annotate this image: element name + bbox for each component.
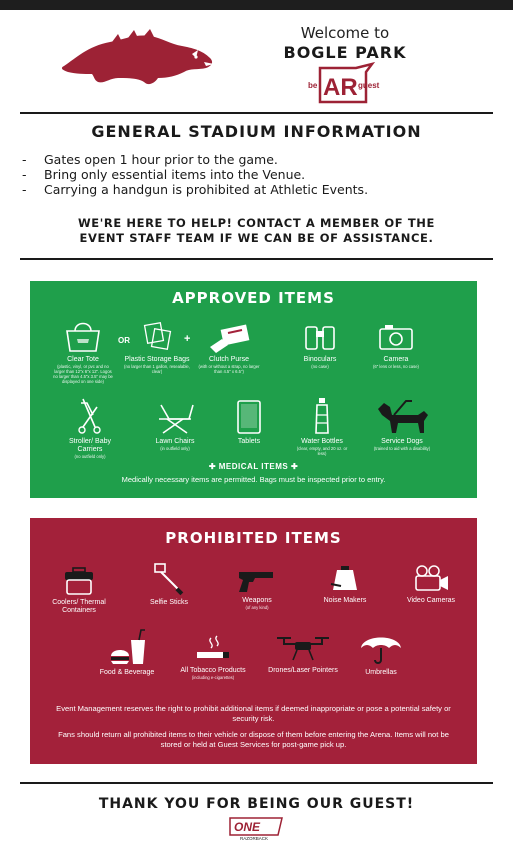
medical-plus-icon: ✚ bbox=[208, 462, 217, 471]
prohibited-item-food-beverage: Food & Beverage bbox=[94, 628, 160, 677]
help-message: WE'RE HERE TO HELP! CONTACT A MEMBER OF THE EVENT STAFF TEAM IF WE CAN BE OF ASSISTANCE. bbox=[78, 216, 435, 245]
divider-bottom bbox=[20, 782, 493, 784]
list-item: - Carrying a handgun is prohibited at Athletic Events. bbox=[22, 182, 369, 197]
prohibited-item-noise-makers: Noise Makers bbox=[310, 564, 380, 605]
cooler-icon bbox=[61, 566, 97, 596]
medical-items-title: ✚ MEDICAL ITEMS ✚ bbox=[208, 462, 299, 471]
water-bottle-icon bbox=[313, 397, 331, 435]
approved-item-camera: Camera (6" lens or less, no case) bbox=[364, 321, 428, 369]
prohibited-item-umbrellas: Umbrellas bbox=[346, 628, 416, 677]
approved-item-stroller: Stroller/ Baby Carriers (no outfield only) bbox=[60, 397, 120, 459]
umbrella-icon bbox=[359, 628, 403, 666]
general-info-list bbox=[22, 152, 482, 197]
guest-text: guest bbox=[358, 81, 380, 90]
service-dog-icon bbox=[372, 397, 432, 435]
cowbell-icon bbox=[327, 564, 363, 594]
top-bar bbox=[0, 0, 513, 10]
clear-tote-icon bbox=[64, 321, 102, 353]
drone-icon bbox=[275, 632, 331, 664]
food-beverage-icon bbox=[105, 628, 149, 666]
medical-items-text: Medically necessary items are permitted. Bags must be inspected prior to entry. bbox=[121, 475, 386, 484]
divider-top bbox=[20, 112, 493, 114]
tablet-icon bbox=[236, 399, 262, 435]
welcome-line2: BOGLE PARK bbox=[283, 43, 407, 62]
prohibited-item-cooler: Coolers/ Thermal Containers bbox=[44, 566, 114, 615]
lawn-chair-icon bbox=[155, 401, 195, 435]
welcome-line1: Welcome to bbox=[300, 24, 390, 42]
clutch-purse-icon bbox=[206, 321, 252, 353]
one-text: ONE bbox=[234, 820, 261, 834]
list-item: - Bring only essential items into the Venue. bbox=[22, 167, 306, 182]
prohibited-note-1: Event Management reserves the right to prohibit additional items if deemed inappropriate or pose a potential safety or security risk. bbox=[56, 704, 451, 723]
stroller-icon bbox=[75, 397, 105, 435]
prohibited-item-video-camera: Video Cameras bbox=[396, 564, 466, 605]
approved-item-clear-tote: Clear Tote (plastic, vinyl, or pvc and no larger than 12"x 6"x 12". Logos no larger than 4.5"x 3.5" may be displayed on one side) bbox=[52, 321, 114, 384]
prohibited-items-panel bbox=[30, 518, 477, 764]
binoculars-icon bbox=[302, 321, 338, 353]
general-info-title: GENERAL STADIUM INFORMATION bbox=[91, 122, 422, 141]
plus-icon: + bbox=[184, 333, 191, 345]
thank-you-message: THANK YOU FOR BEING OUR GUEST! bbox=[98, 796, 415, 812]
gun-icon bbox=[237, 568, 277, 594]
selfie-stick-icon bbox=[149, 562, 189, 596]
approved-items-panel bbox=[30, 281, 477, 498]
storage-bags-icon bbox=[140, 321, 174, 353]
approved-item-service-dog: Service Dogs (trained to aid with a disability) bbox=[364, 397, 440, 451]
prohibited-item-drones: Drones/Laser Pointers bbox=[260, 632, 346, 675]
or-label: OR bbox=[118, 336, 130, 345]
prohibited-item-weapons: Weapons (of any kind) bbox=[222, 568, 292, 610]
approved-item-storage-bags: Plastic Storage Bags (no larger than 1 gallon, resealable, clear) bbox=[122, 321, 192, 374]
be-text: be bbox=[308, 81, 318, 90]
approved-item-lawn-chair: Lawn Chairs (in outfield only) bbox=[142, 401, 208, 451]
prohibited-item-tobacco: All Tobacco Products (including e-cigarettes) bbox=[178, 634, 248, 680]
razorback-text: RAZORBACK bbox=[240, 836, 269, 841]
camera-icon bbox=[377, 321, 415, 353]
list-item: - Gates open 1 hour prior to the game. bbox=[22, 152, 278, 167]
razorback-hog-logo bbox=[58, 28, 218, 88]
welcome-block bbox=[280, 24, 410, 62]
ar-text: AR bbox=[323, 74, 358, 101]
prohibited-title: PROHIBITED ITEMS bbox=[165, 529, 342, 547]
approved-title: APPROVED ITEMS bbox=[172, 289, 335, 307]
one-razorback-logo bbox=[226, 815, 286, 841]
prohibited-note-2: Fans should return all prohibited items to their vehicle or dispose of them before entering the Arena. Items will not be stored or held at Guest Services for post-game pick up. bbox=[58, 730, 449, 749]
approved-item-water-bottle: Water Bottles (clear, empty, and 20 oz. or less) bbox=[292, 397, 352, 456]
be-ar-guest-logo bbox=[306, 62, 386, 104]
prohibited-item-selfie-stick: Selfie Sticks bbox=[134, 562, 204, 607]
approved-item-tablet: Tablets bbox=[224, 399, 274, 446]
approved-item-binoculars: Binoculars (no case) bbox=[290, 321, 350, 369]
approved-item-clutch-purse: Clutch Purse (with or without a strap, no larger than 4.5" x 6.5") bbox=[194, 321, 264, 374]
video-camera-icon bbox=[412, 564, 450, 594]
divider-middle bbox=[20, 258, 493, 260]
cigarette-icon bbox=[193, 634, 233, 664]
medical-plus-icon: ✚ bbox=[290, 462, 299, 471]
